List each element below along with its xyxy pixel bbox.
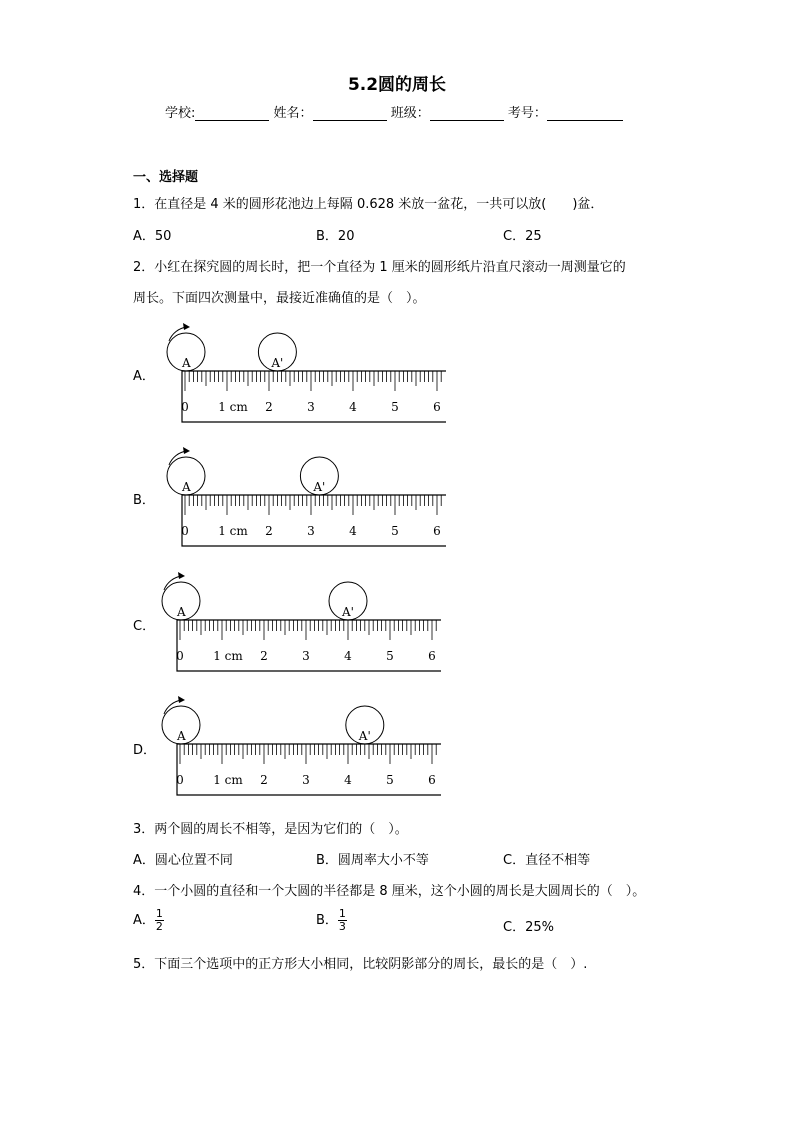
ruler-label: 6 [433,524,441,538]
ruler-label: 0 [181,400,189,414]
fraction-numerator: 1 [338,907,346,920]
ruler-label: 1 cm [213,649,243,663]
question-5-text: 5．下面三个选项中的正方形大小相同，比较阴影部分的周长，最长的是（ ）. [133,957,588,972]
start-point-label: A [177,729,186,743]
ruler-label: 4 [349,400,357,414]
q4-option-a [133,908,164,933]
ruler-outline [177,620,441,671]
q1-option-a: A．50 [133,229,172,244]
name-blank [313,106,387,121]
section-title: 一、选择题 [133,170,199,185]
q2-option-a: A． [133,369,155,384]
fraction-numerator: 1 [155,907,163,920]
start-point-label: A [182,480,191,494]
student-info-line [165,102,623,121]
start-point-label: A [182,356,191,370]
ruler-label: 0 [176,773,184,787]
ruler-label: 2 [265,524,273,538]
ruler-outline [182,495,446,546]
fraction-denominator: 3 [338,920,346,933]
name-label: 姓名： [273,106,313,121]
ruler-label: 2 [265,400,273,414]
ruler-label: 4 [344,773,352,787]
ruler-label: 3 [307,400,315,414]
ruler-label: 4 [344,649,352,663]
question-3-text: 3．两个圆的周长不相等，是因为它们的（ ）。 [133,822,408,837]
ruler-label: 2 [260,773,268,787]
arrowhead-icon [183,323,190,330]
end-point-label: A' [342,605,354,619]
ruler-label: 1 cm [218,524,248,538]
q2-option-d: D． [133,743,157,758]
ruler-label: 6 [428,649,436,663]
ruler-label: 2 [260,649,268,663]
ruler-label: 1 cm [213,773,243,787]
question-4-text: 4．一个小圆的直径和一个大圆的半径都是 8 厘米，这个小圆的周长是大圆周长的（ ）。 [133,884,646,899]
ruler-label: 3 [302,649,310,663]
ruler-figure-c [150,567,450,677]
question-2-line-1: 2．小红在探究圆的周长时，把一个直径为 1 厘米的圆形纸片沿直尺滚动一周测量它的 [133,260,626,275]
q4-option-a-prefix: A． [133,913,155,928]
ruler-label: 4 [349,524,357,538]
end-point-label: A' [313,480,326,494]
q1-option-c: C．25 [503,229,542,244]
ruler-label: 5 [386,773,394,787]
q2-option-c: C． [133,619,156,634]
school-blank [195,106,269,121]
page-title: 5.2圆的周长 [347,75,447,95]
ruler-label: 1 cm [218,400,248,414]
exam-no-blank [547,106,623,121]
question-1-text: 1．在直径是 4 米的圆形花池边上每隔 0.628 米放一盆花，一共可以放( )盆． [133,197,604,212]
ruler-label: 6 [428,773,436,787]
end-point-label: A' [358,729,371,743]
q3-option-a: A．圆心位置不同 [133,853,233,868]
ruler-label: 0 [181,524,189,538]
start-point-label: A [177,605,186,619]
q4-option-c: C．25% [503,920,554,935]
class-blank [430,106,504,121]
ruler-outline [177,744,441,795]
ruler-label: 5 [391,400,399,414]
exam-no-label: 考号： [507,106,547,121]
ruler-outline [182,371,446,422]
q4-option-b-prefix: B． [316,913,338,928]
question-2-line-2: 周长。下面四次测量中，最接近准确值的是（ ）。 [133,291,426,306]
ruler-label: 0 [176,649,184,663]
q3-option-b: B．圆周率大小不等 [316,853,429,868]
arrowhead-icon [178,572,185,579]
arrowhead-icon [183,447,190,454]
ruler-figure-b [155,442,455,552]
ruler-label: 5 [391,524,399,538]
fraction-denominator: 2 [155,920,163,933]
ruler-figure-d [150,691,450,801]
ruler-figure-a [155,318,455,428]
q4-option-a-fraction [155,908,164,933]
school-label: 学校: [165,106,196,121]
q4-option-b [316,908,347,933]
q1-option-b: B．20 [316,229,355,244]
class-label: 班级： [390,106,430,121]
arrowhead-icon [178,696,185,703]
ruler-label: 3 [307,524,315,538]
ruler-label: 3 [302,773,310,787]
ruler-label: 6 [433,400,441,414]
q3-option-c: C．直径不相等 [503,853,591,868]
end-point-label: A' [271,356,284,370]
ruler-label: 5 [386,649,394,663]
q2-option-b: B． [133,493,155,508]
q4-option-b-fraction [338,908,347,933]
